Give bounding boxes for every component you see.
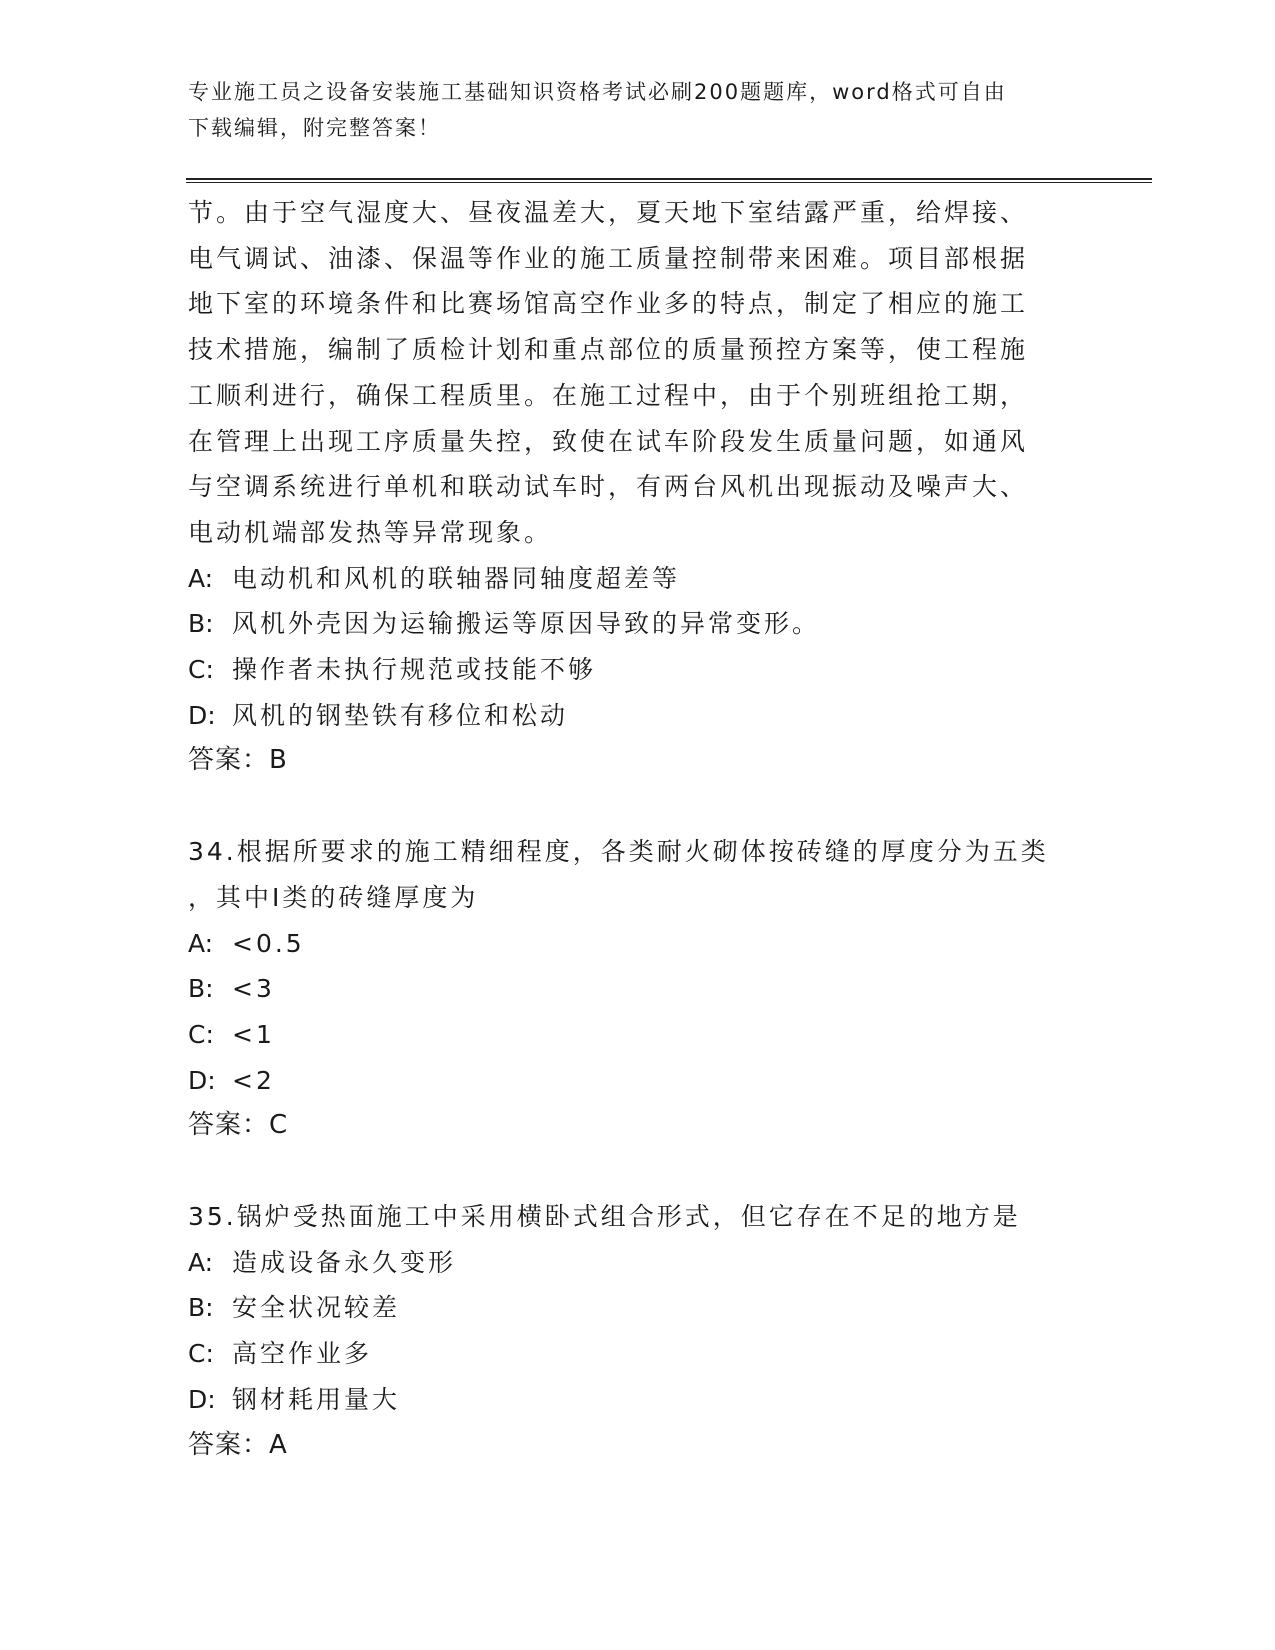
option-letter: A: xyxy=(188,1247,214,1277)
question-34 xyxy=(188,829,1088,1149)
option-letter: A: xyxy=(188,928,214,958)
option-text: 风机的钢垫铁有移位和松动 xyxy=(232,700,569,730)
option-b xyxy=(188,966,1088,1012)
option-text: 操作者未执行规范或技能不够 xyxy=(232,655,597,685)
question-stem-line: 在管理上出现工序质量失控，致使在试车阶段发生质量问题，如通风 xyxy=(188,426,1029,456)
question-stem-line: 与空调系统进行单机和联动试车时，有两台风机出现振动及噪声大、 xyxy=(188,472,1029,502)
option-text: 电动机和风机的联轴器同轴度超差等 xyxy=(232,563,681,593)
option-c xyxy=(188,1012,1088,1058)
option-letter: D: xyxy=(188,700,216,730)
question-stem-line: 技术措施，编制了质检计划和重点部位的质量预控方案等，使工程施 xyxy=(188,335,1029,365)
document-body xyxy=(188,190,1088,1468)
option-letter: B: xyxy=(188,609,214,639)
spacer xyxy=(188,784,1088,829)
question-stem-line: 电气调试、油漆、保温等作业的施工质量控制带来困难。项目部根据 xyxy=(188,243,1029,273)
option-letter: C: xyxy=(188,655,214,685)
question-stem-line: 电动机端部发热等异常现象。 xyxy=(188,517,553,547)
question-33 xyxy=(188,190,1088,784)
option-d xyxy=(188,1058,1088,1104)
question-title-line: 35.锅炉受热面施工中采用横卧式组合形式，但它存在不足的地方是 xyxy=(188,1202,1021,1232)
option-d xyxy=(188,693,1088,739)
option-text: <0.5 xyxy=(232,928,305,958)
option-b xyxy=(188,1285,1088,1331)
question-title-line: 34.根据所要求的施工精细程度，各类耐火砌体按砖缝的厚度分为五类 xyxy=(188,837,1049,867)
option-letter: C: xyxy=(188,1339,214,1369)
header-line-1: 专业施工员之设备安装施工基础知识资格考试必刷200题题库，word格式可自由 xyxy=(188,80,1007,104)
header-line-2: 下载编辑，附完整答案！ xyxy=(188,116,441,140)
header-divider xyxy=(186,178,1152,183)
answer-line: 答案：B xyxy=(188,745,288,776)
question-stem-line: 工顺利进行，确保工程质里。在施工过程中，由于个别班组抢工期， xyxy=(188,380,1029,410)
option-letter: C: xyxy=(188,1019,214,1049)
question-35 xyxy=(188,1194,1088,1468)
option-text: 安全状况较差 xyxy=(232,1293,401,1323)
option-letter: B: xyxy=(188,974,214,1004)
answer-line: 答案：C xyxy=(188,1110,289,1141)
question-title-line: ，其中Ⅰ类的砖缝厚度为 xyxy=(188,882,479,912)
option-letter: D: xyxy=(188,1384,216,1414)
option-b xyxy=(188,601,1088,647)
option-a xyxy=(188,1240,1088,1286)
page-header xyxy=(188,74,1068,146)
option-text: 造成设备永久变形 xyxy=(232,1247,457,1277)
option-text: 钢材耗用量大 xyxy=(232,1384,401,1414)
option-text: 高空作业多 xyxy=(232,1339,373,1369)
spacer xyxy=(188,1149,1088,1194)
option-text: <1 xyxy=(232,1019,275,1049)
option-a xyxy=(188,556,1088,602)
option-letter: A: xyxy=(188,563,214,593)
option-letter: B: xyxy=(188,1293,214,1323)
question-stem-line: 节。由于空气湿度大、昼夜温差大，夏天地下室结露严重，给焊接、 xyxy=(188,198,1029,227)
question-stem-line: 地下室的环境条件和比赛场馆高空作业多的特点，制定了相应的施工 xyxy=(188,289,1029,319)
option-c xyxy=(188,647,1088,693)
option-text: <3 xyxy=(232,974,275,1004)
option-text: 风机外壳因为运输搬运等原因导致的异常变形。 xyxy=(232,609,821,639)
option-a xyxy=(188,921,1088,967)
option-d xyxy=(188,1377,1088,1423)
answer-line: 答案：A xyxy=(188,1429,288,1460)
option-letter: D: xyxy=(188,1065,216,1095)
option-c xyxy=(188,1331,1088,1377)
option-text: <2 xyxy=(232,1065,275,1095)
